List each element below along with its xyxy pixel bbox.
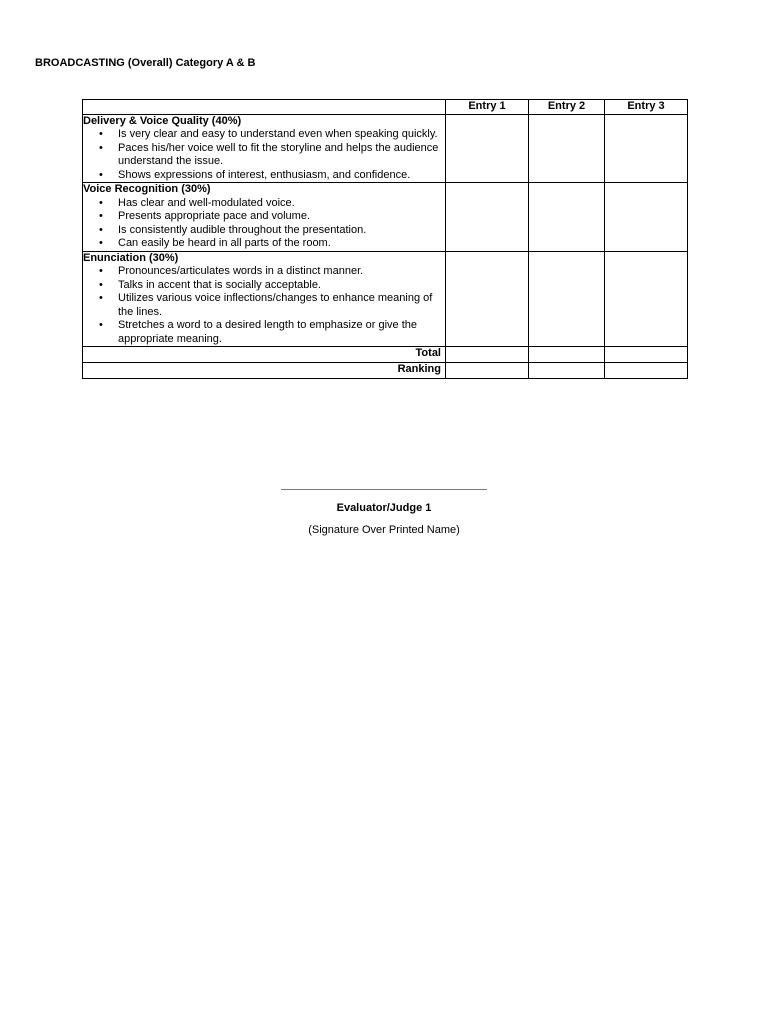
- score-cell-entry-3[interactable]: [605, 183, 688, 252]
- score-cell-entry-3[interactable]: [605, 114, 688, 183]
- list-item: • Stretches a word to a desired length to emphasize or give the appropriate meaning.: [83, 319, 445, 346]
- score-cell-entry-1[interactable]: [446, 251, 529, 347]
- criteria-header: [83, 100, 446, 115]
- ranking-cell-entry-1[interactable]: [446, 363, 529, 379]
- list-item: • Can easily be heard in all parts of the room.: [83, 237, 445, 251]
- criterion-title: Delivery & Voice Quality (40%): [83, 114, 242, 127]
- list-item: • Talks in accent that is socially acceptable.: [83, 279, 445, 293]
- entry-3-header: Entry 3: [605, 100, 688, 115]
- list-item: • Pronounces/articulates words in a distinct manner.: [83, 265, 445, 279]
- score-cell-entry-3[interactable]: [605, 251, 688, 347]
- ranking-row: [83, 363, 688, 379]
- total-label: Total: [83, 347, 446, 363]
- ranking-cell-entry-2[interactable]: [529, 363, 605, 379]
- list-item: • Shows expressions of interest, enthusiasm, and confidence.: [83, 169, 445, 183]
- table-header-row: [83, 100, 688, 115]
- ranking-cell-entry-3[interactable]: [605, 363, 688, 379]
- criterion-cell: [83, 251, 446, 347]
- score-cell-entry-1[interactable]: [446, 114, 529, 183]
- list-item: • Utilizes various voice inflections/changes to enhance meaning of the lines.: [83, 292, 445, 319]
- score-cell-entry-2[interactable]: [529, 251, 605, 347]
- list-item: • Is very clear and easy to understand even when speaking quickly.: [83, 128, 445, 142]
- list-item: • Paces his/her voice well to fit the storyline and helps the audience understand the issue.: [83, 142, 445, 169]
- criterion-title: Voice Recognition (30%): [83, 183, 211, 195]
- entry-1-header: Entry 1: [446, 100, 529, 115]
- entry-2-header: Entry 2: [529, 100, 605, 115]
- total-cell-entry-3[interactable]: [605, 347, 688, 363]
- criterion-row-delivery: [83, 114, 688, 183]
- document-title: BROADCASTING (Overall) Category A & B: [35, 57, 256, 69]
- criterion-cell: [83, 183, 446, 252]
- list-item: • Has clear and well-modulated voice.: [83, 197, 445, 211]
- signature-caption: (Signature Over Printed Name): [308, 524, 460, 536]
- criterion-row-enunciation: [83, 251, 688, 347]
- score-cell-entry-2[interactable]: [529, 114, 605, 183]
- criterion-items: [83, 197, 445, 251]
- score-cell-entry-2[interactable]: [529, 183, 605, 252]
- score-cell-entry-1[interactable]: [446, 183, 529, 252]
- criterion-title: Enunciation (30%): [83, 251, 179, 264]
- rubric-table: [82, 99, 688, 379]
- criterion-items: [83, 128, 445, 182]
- total-cell-entry-2[interactable]: [529, 347, 605, 363]
- total-cell-entry-1[interactable]: [446, 347, 529, 363]
- criterion-row-voice-recognition: [83, 183, 688, 252]
- ranking-label: Ranking: [83, 363, 446, 379]
- signature-line: [281, 489, 487, 490]
- total-row: [83, 347, 688, 363]
- list-item: • Is consistently audible throughout the presentation.: [83, 224, 445, 238]
- evaluator-title: Evaluator/Judge 1: [336, 502, 432, 514]
- criterion-items: [83, 265, 445, 346]
- list-item: • Presents appropriate pace and volume.: [83, 210, 445, 224]
- criterion-cell: [83, 114, 446, 183]
